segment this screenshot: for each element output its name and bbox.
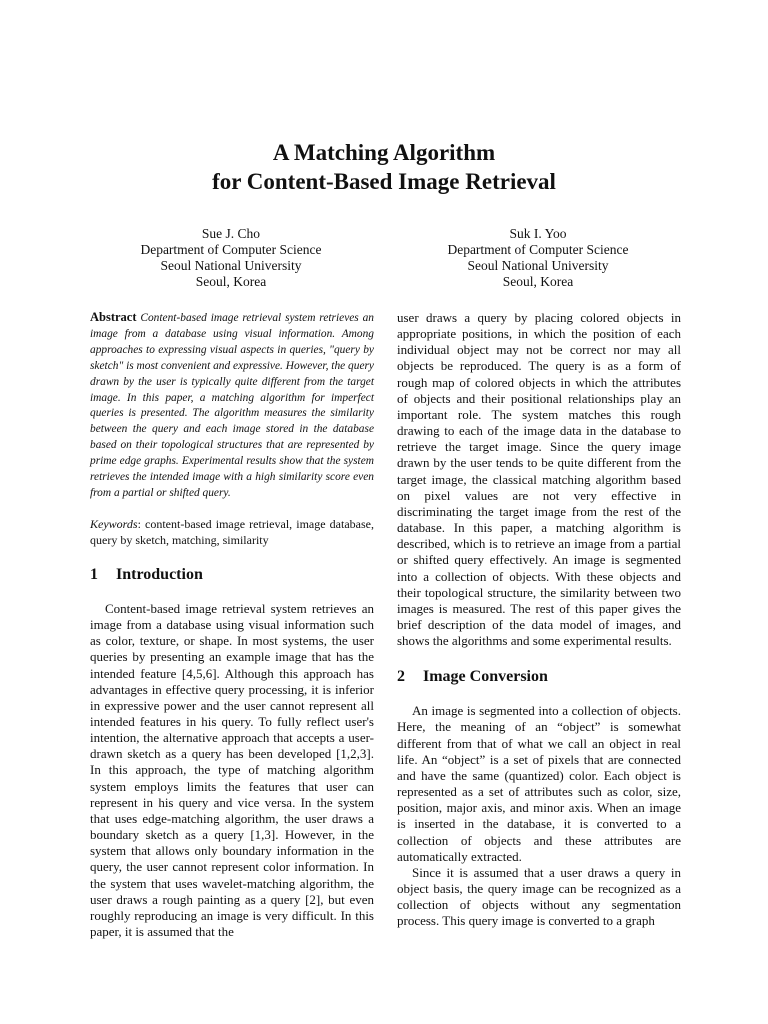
keywords-text: : content-based image retrieval, image database, query by sketch, matching, similarity xyxy=(90,516,374,547)
author-university: Seoul National University xyxy=(160,258,302,273)
section-title: Image Conversion xyxy=(423,668,548,686)
section-number: 2 xyxy=(397,668,405,686)
keywords-label: Keywords xyxy=(90,516,138,531)
title-line-2: for Content-Based Image Retrieval xyxy=(212,169,556,194)
paper-title xyxy=(0,138,768,196)
author-name: Sue J. Cho xyxy=(201,226,261,241)
conversion-paragraph-2: Since it is assumed that a user draws a query in object basis, the query image can be recognized as a collection of objects without any segmentation process. This query image is converted to a graph xyxy=(397,864,681,929)
section-heading-image-conversion xyxy=(397,667,681,687)
conversion-paragraph-1: An image is segmented into a collection of objects. Here, the meaning of an “object” is somewhat different from that of what we call an object in real life. An “object” is a set of pixels that are connected and have the same (quantized) color. Each object is represented as a set of attributes such as color, size, position, major axis, and minor axis. When an image is inserted in the database, it is converted to a collection of objects and these attributes are automatically extracted. xyxy=(397,703,681,864)
intro-paragraph-1: Content-based image retrieval system retrieves an image from a database using visual information such as color, texture, or shape. In most systems, the user queries by presenting an example image that has the intended feature [4,5,6]. Although this approach has advantages in effective query processing, it is inferior in expressive power and the user cannot represent all intended features in his query. To fully reflect user's intention, the alternative approach that accepts a user-drawn sketch as a query has been developed [1,2,3]. In this approach, the type of matching algorithm system employs limits the features that user can represent in his query and vice versa. In the system that uses edge-matching algorithm, the user draws a boundary sketch as a query [1,3]. However, in the system that allows only boundary information in the query, the user cannot represent color information. In the system that uses wavelet-matching algorithm, the user draws a rough painting as a query [2], but even roughly reproducing an image is very difficult. In this paper, it is assumed that the xyxy=(90,600,374,939)
author-location: Seoul, Korea xyxy=(195,274,267,289)
author-department: Department of Computer Science xyxy=(447,242,629,257)
author-block-2 xyxy=(408,226,668,290)
left-column xyxy=(90,310,374,940)
abstract xyxy=(90,310,374,502)
author-block-1 xyxy=(101,226,361,290)
section-heading-introduction xyxy=(90,565,374,585)
abstract-label: Abstract xyxy=(90,310,137,324)
section-number: 1 xyxy=(90,565,98,583)
abstract-text: Content-based image retrieval system retrieves an image from a database using visual information. Among approaches to expressing visual aspects in queries, "query by sketch" is most convenient and expressive. However, the query drawn by the user is typically quite different from the target image. In this paper, a matching algorithm for imperfect queries is presented. The algorithm measures the similarity between the query and each image stored in the database based on their topological structures that are represented by prime edge graphs. Experimental results show that the system retrieves the intended image with a high similarity score even from a partial or shifted query. xyxy=(90,312,374,499)
intro-paragraph-2: user draws a query by placing colored objects in appropriate positions, in which the position of each individual object may not be correct nor may all objects be reproduced. The query is as a form of rough map of colored objects in which the attributes of objects and their positional relationships play an important role. The system matches this rough drawing to each of the image data in the database to retrieve the target image. Since the query image drawn by the user tends to be quite different from the target image, the classical matching algorithm based on pixel values are not very effective in discriminating the target image from the rest of the database. In this paper, a matching algorithm is described, which is to retrieve an image from a partial or shifted query effectively. An image is segmented into a collection of objects. With these objects and their topological structure, the similarity between two images is measured. The rest of this paper gives the brief description of the data model of images, and shows the algorithms and some experimental results. xyxy=(397,310,681,649)
author-name: Suk I. Yoo xyxy=(509,226,567,241)
author-department: Department of Computer Science xyxy=(140,242,322,257)
author-university: Seoul National University xyxy=(467,258,609,273)
author-location: Seoul, Korea xyxy=(502,274,574,289)
right-column xyxy=(397,310,681,929)
section-title: Introduction xyxy=(116,565,203,583)
keywords xyxy=(90,516,374,548)
title-line-1: A Matching Algorithm xyxy=(272,140,496,165)
